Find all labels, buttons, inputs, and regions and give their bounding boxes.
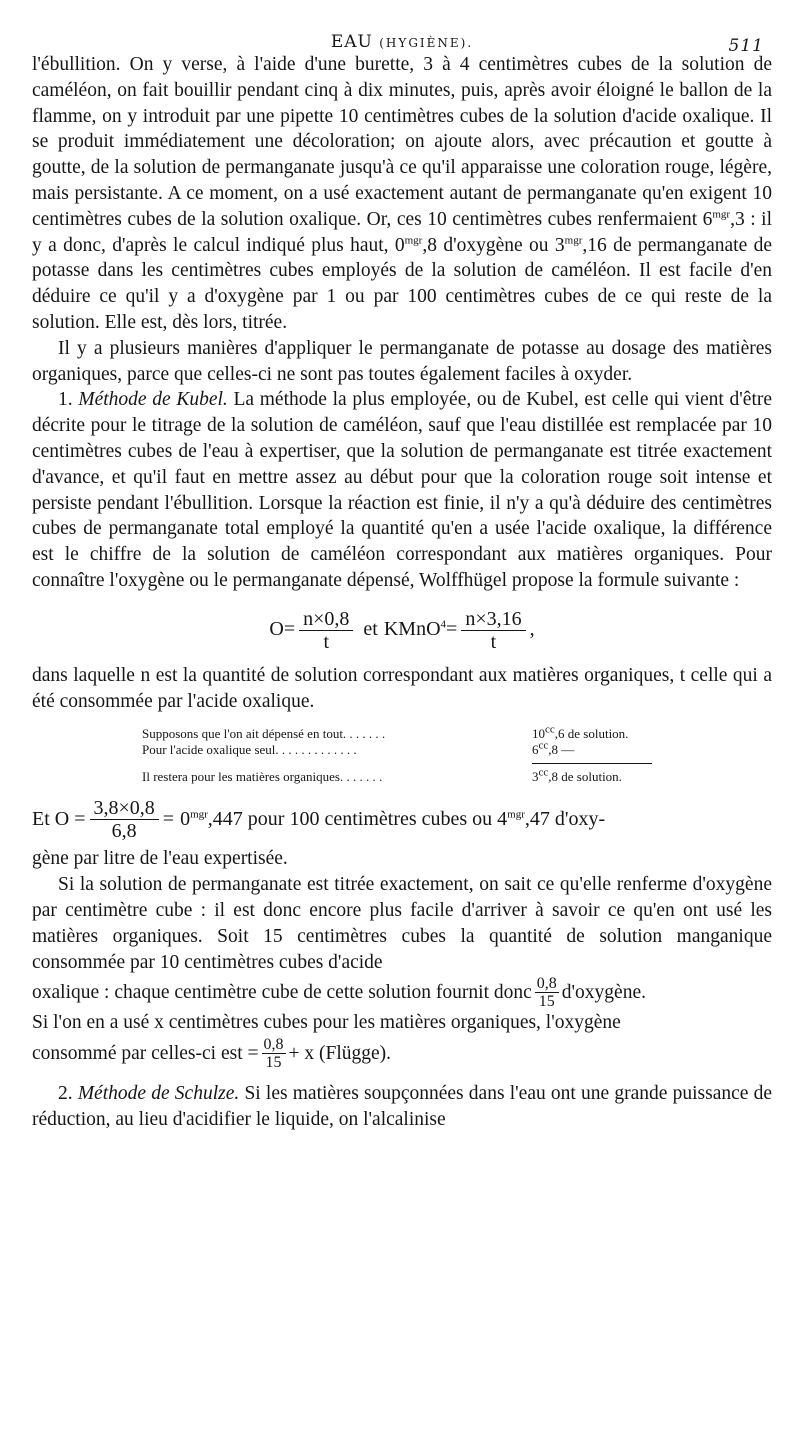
kubel-text: La méthode la plus employée, ou de Kubel, est celle qui vient d'être décrite pour le titrage de la solution de caméléon, sauf que l'eau distillée est remplacée par 10 centimètres cubes de l'eau à expertiser, que la solution de permanganate est titrée exactement d'avance, et qu'il faut en mettre assez au début pour que la coloration rouge soit intense et persiste pendant l'ébullition. Lorsque la réaction est finie, il n'y a qu'à déduire des centimètres cubes de permanganate total employé la quantité qu'en a usée l'acide oxalique, la différence est le chiffre de la solution de caméléon correspondant aux matières organiques. Pour connaître l'oxygène ou le permanganate dépensé, Wolffhügel propose la formule suivante : (32, 389, 773, 591)
paragraph-4: dans laquelle n est la quantité de solution correspondant aux matières organiques, t celle qui a été consommée par l'acide oxalique. (32, 664, 772, 712)
value-rest: ,6 de solution. (554, 726, 629, 742)
formula-equals: = (283, 618, 296, 641)
result-text: ,447 pour 100 centimètres cubes ou 4 (207, 807, 508, 830)
calc-fraction (90, 797, 159, 842)
value-number: 10 (532, 726, 545, 742)
header-title-main: EAU (330, 32, 373, 52)
para5-text: oxalique : chaque centimètre cube de cette solution fournit donc (32, 981, 532, 1003)
formula-kmno4 (384, 617, 446, 643)
fraction-denominator: t (490, 630, 497, 653)
value-rest: ,8 — (548, 742, 575, 758)
table-row (142, 769, 652, 785)
book-page (32, 18, 772, 1133)
section-title-kubel: Méthode de Kubel. (78, 389, 228, 411)
paragraph-kubel (32, 387, 772, 593)
value-number: 3 (532, 769, 539, 785)
calculation-table (142, 726, 652, 785)
para1-text: l'ébullition. On y verse, à l'aide d'une burette, 3 à 4 centimètres cubes de la solution de caméléon, on fait bouillir pendant cinq à dix minutes, puis, après avoir éloigné le ballon de la flamme, on y introduit par une pipette 10 centimètres cubes de la solution d'acide oxalique. Il se produit immédiatement une décoloration; on ajoute alors, avec précaution et goutte à goutte, de la solution de permanganate jusqu'à ce qu'il apparaisse une coloration rouge, légère, mais persistante. A ce moment, on a usé exactement autant de permanganate qu'en exigent 10 centimètres cubes de la solution oxalique. Or, ces 10 centimètres cubes renfermaient 6 (32, 54, 772, 230)
calc-result (180, 807, 605, 833)
fraction-oxygen (299, 608, 353, 653)
unit-cc: cc (538, 767, 549, 779)
wolffhugel-formula (32, 608, 772, 653)
para5-text-end: d'oxygène. (561, 981, 646, 1003)
formula-subscript: 4 (440, 618, 447, 631)
result-number: 0 (180, 807, 191, 830)
paragraph-5-continued: Si l'on en a usé x centimètres cubes pour les matières organiques, l'oxygène (32, 1012, 621, 1034)
inline-fraction (535, 975, 559, 1010)
calc-equals: = (162, 807, 175, 830)
table-row-value (532, 742, 652, 758)
header-title (32, 32, 772, 52)
running-header (32, 18, 772, 56)
para5-flugge-text: + x (Flügge). (288, 1042, 392, 1064)
paragraph-1 (32, 52, 772, 336)
calc-prefix: Et O = (32, 807, 86, 830)
fraction-permanganate (461, 608, 525, 653)
oxygen-calculation (32, 797, 772, 842)
section-number: 1. (58, 389, 73, 411)
para5-consumed-text: consommé par celles-ci est = (32, 1042, 259, 1064)
formula-o: O (269, 618, 284, 641)
fraction-denominator: t (323, 630, 330, 653)
para1-text-c: ,8 d'oxygène ou 3 (422, 234, 565, 256)
table-row-value (532, 769, 652, 785)
fraction-numerator: n×3,16 (461, 608, 525, 631)
table-row-label: Il restera pour les matières organiques. . . . . . . (142, 769, 383, 785)
fraction-numerator: 0,8 (536, 975, 557, 993)
value-number: 6 (532, 742, 539, 758)
formula-kmno: KMnO (383, 618, 441, 641)
table-row (142, 726, 652, 742)
table-row (142, 742, 652, 758)
fraction-denominator: 6,8 (111, 820, 137, 843)
unit-mgr: mgr (507, 808, 525, 821)
unit-cc: cc (545, 724, 555, 736)
section-number: 2. (58, 1083, 73, 1105)
table-divider (532, 763, 652, 764)
calc-continuation: gène par litre de l'eau expertisée. (32, 848, 288, 870)
paragraph-5-line-flugge (32, 1036, 772, 1071)
formula-conjunction: et (363, 618, 378, 641)
paragraph-5-line-fraction (32, 975, 772, 1010)
result-text-end: ,47 d'oxy- (524, 807, 606, 830)
formula-comma: , (529, 618, 535, 641)
para1-text-d: ,16 de permanganate de potasse dans les centimètres cubes employés de la solution de caméléon. Il est facile d'en déduire ce qu'il y a d'oxygène par 1 ou par 100 centimètres cubes de ce qui reste de la solution. Elle est, dès lors, titrée. (32, 234, 772, 333)
body-text (32, 52, 772, 1133)
page-number: 511 (728, 36, 764, 56)
section-title-schulze: Méthode de Schulze. (77, 1083, 240, 1105)
schulze-text: Si les matières soupçonnées dans l'eau ont une grande puissance de réduction, au lieu d'acidifier le liquide, on l'alcalinise (32, 1083, 772, 1130)
fraction-denominator: 15 (265, 1054, 282, 1072)
paragraph-5: Si la solution de permanganate est titrée exactement, on sait ce qu'elle renferme d'oxygène par centimètre cube : il est donc encore plus facile d'arriver à savoir ce qu'en ont usé les matières organiques. Soit 15 centimètres cubes la quantité de solution manganique consommée par 10 centimètres cubes d'acide (32, 874, 772, 973)
table-row-label: Pour l'acide oxalique seul. . . . . . . . . . . . . (142, 742, 357, 758)
unit-cc: cc (538, 740, 549, 752)
header-title-paren: (HYGIÈNE). (379, 36, 474, 50)
inline-fraction (262, 1036, 286, 1071)
table-row-value (532, 726, 652, 742)
fraction-denominator: 15 (538, 993, 555, 1011)
para1-text-b: ,3 : il y a donc, d'après le calcul indiqué plus haut, 0 (32, 208, 772, 256)
fraction-numerator: n×0,8 (299, 608, 353, 631)
value-rest: ,8 de solution. (548, 769, 622, 785)
unit-mgr: mgr (564, 234, 583, 247)
formula-equals: = (446, 618, 458, 641)
paragraph-schulze (32, 1081, 772, 1133)
table-row-label: Supposons que l'on ait dépensé en tout. . . . . . . (142, 726, 386, 742)
fraction-numerator: 3,8×0,8 (90, 797, 159, 820)
paragraph-2: Il y a plusieurs manières d'appliquer le permanganate de potasse au dosage des matières organiques, parce que celles-ci ne sont pas toutes également faciles à oxyder. (32, 337, 772, 385)
unit-mgr: mgr (712, 208, 731, 221)
fraction-numerator: 0,8 (263, 1036, 284, 1054)
unit-mgr: mgr (404, 234, 423, 247)
unit-mgr: mgr (190, 808, 208, 821)
